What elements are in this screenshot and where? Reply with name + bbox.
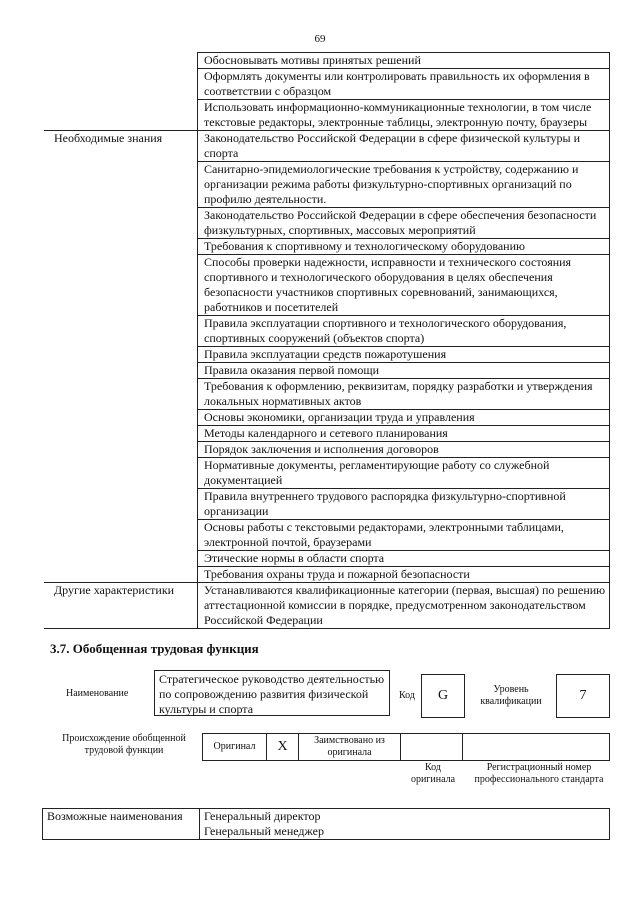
original-cell: Оригинал xyxy=(203,734,267,760)
row-value: Законодательство Российской Федерации в сфере обеспечения безопасности физкультурных, спортивных, массовых мероприятий xyxy=(198,208,610,239)
row-value: Способы проверки надежности, исправности и технического состояния спортивного и технологического оборудования в целях обеспечения безопасности участников спортивных соревнований, занимающихся, работников и посетителей xyxy=(198,255,610,316)
table-row xyxy=(44,53,610,69)
row-value: Требования к спортивному и технологическому оборудованию xyxy=(198,239,610,255)
row-label: Другие характеристики xyxy=(44,583,198,629)
row-value: Методы календарного и сетевого планирования xyxy=(198,426,610,442)
row-value: Оформлять документы или контролировать правильность их оформления в соответствии с образцом xyxy=(198,69,610,100)
row-value: Законодательство Российской Федерации в сфере физической культуры и спорта xyxy=(198,131,610,162)
possible-names-label: Возможные наименования xyxy=(43,809,200,840)
row-value: Обосновывать мотивы принятых решений xyxy=(198,53,610,69)
page-number: 69 xyxy=(314,33,326,45)
possible-names-table xyxy=(42,808,610,840)
origin-row xyxy=(202,733,610,761)
row-label: Необходимые знания xyxy=(44,131,198,583)
row-value: Требования охраны труда и пожарной безопасности xyxy=(198,567,610,583)
code-original-cell xyxy=(401,734,463,760)
level-label: Уровень квалификации xyxy=(480,684,542,707)
row-value: Правила оказания первой помощи xyxy=(198,363,610,379)
possible-name: Генеральный менеджер xyxy=(204,824,324,838)
row-value: Нормативные документы, регламентирующие работу со служебной документацией xyxy=(198,458,610,489)
row-value: Устанавливаются квалификационные категории (первая, высшая) по решению аттестационной комиссии в порядке, предусмотренном законодательством Российской Федерации xyxy=(198,583,610,629)
reg-number-label: Регистрационный номер профессионального стандарта xyxy=(474,762,604,785)
row-value: Требования к оформлению, реквизитам, порядку разработки и утверждения локальных нормативных актов xyxy=(198,379,610,410)
row-value: Основы экономики, организации труда и управления xyxy=(198,410,610,426)
row-value: Использовать информационно-коммуникационные технологии, в том числе текстовые редакторы, электронные таблицы, электронную почту, браузеры xyxy=(198,100,610,131)
row-value: Основы работы с текстовыми редакторами, электронными таблицами, электронной почтой, браузерами xyxy=(198,520,610,551)
table-row xyxy=(44,583,610,629)
reg-number-cell xyxy=(463,734,609,760)
row-value: Правила эксплуатации спортивного и технологического оборудования, спортивных сооружений (объектов спорта) xyxy=(198,316,610,347)
row-value: Этические нормы в области спорта xyxy=(198,551,610,567)
possible-name: Генеральный директор xyxy=(204,809,321,823)
row-label xyxy=(44,53,198,131)
level-box: 7 xyxy=(556,674,610,718)
section-title: 3.7. Обобщенная трудовая функция xyxy=(50,641,259,656)
table-row xyxy=(44,131,610,162)
borrowed-cell: Заимствовано из оригинала xyxy=(299,734,401,760)
row-value: Правила внутреннего трудового распорядка физкультурно-спортивной организации xyxy=(198,489,610,520)
knowledge-table xyxy=(44,52,610,629)
origin-label: Происхождение обобщенной трудовой функции xyxy=(62,733,186,756)
name-label: Наименование xyxy=(66,688,129,699)
code-original-label: Код оригинала xyxy=(410,762,456,785)
code-label: Код xyxy=(399,690,415,701)
original-mark: X xyxy=(267,734,299,760)
row-value: Порядок заключения и исполнения договоров xyxy=(198,442,610,458)
code-box: G xyxy=(421,674,465,718)
possible-names-values xyxy=(200,809,610,840)
function-name-box: Стратегическое руководство деятельностью по сопровождению развития физической культуры и спорта xyxy=(154,670,390,716)
row-value: Правила эксплуатации средств пожаротушения xyxy=(198,347,610,363)
row-value: Санитарно-эпидемиологические требования к устройству, содержанию и организации режима работы физкультурно-спортивных организаций по профилю деятельности. xyxy=(198,162,610,208)
